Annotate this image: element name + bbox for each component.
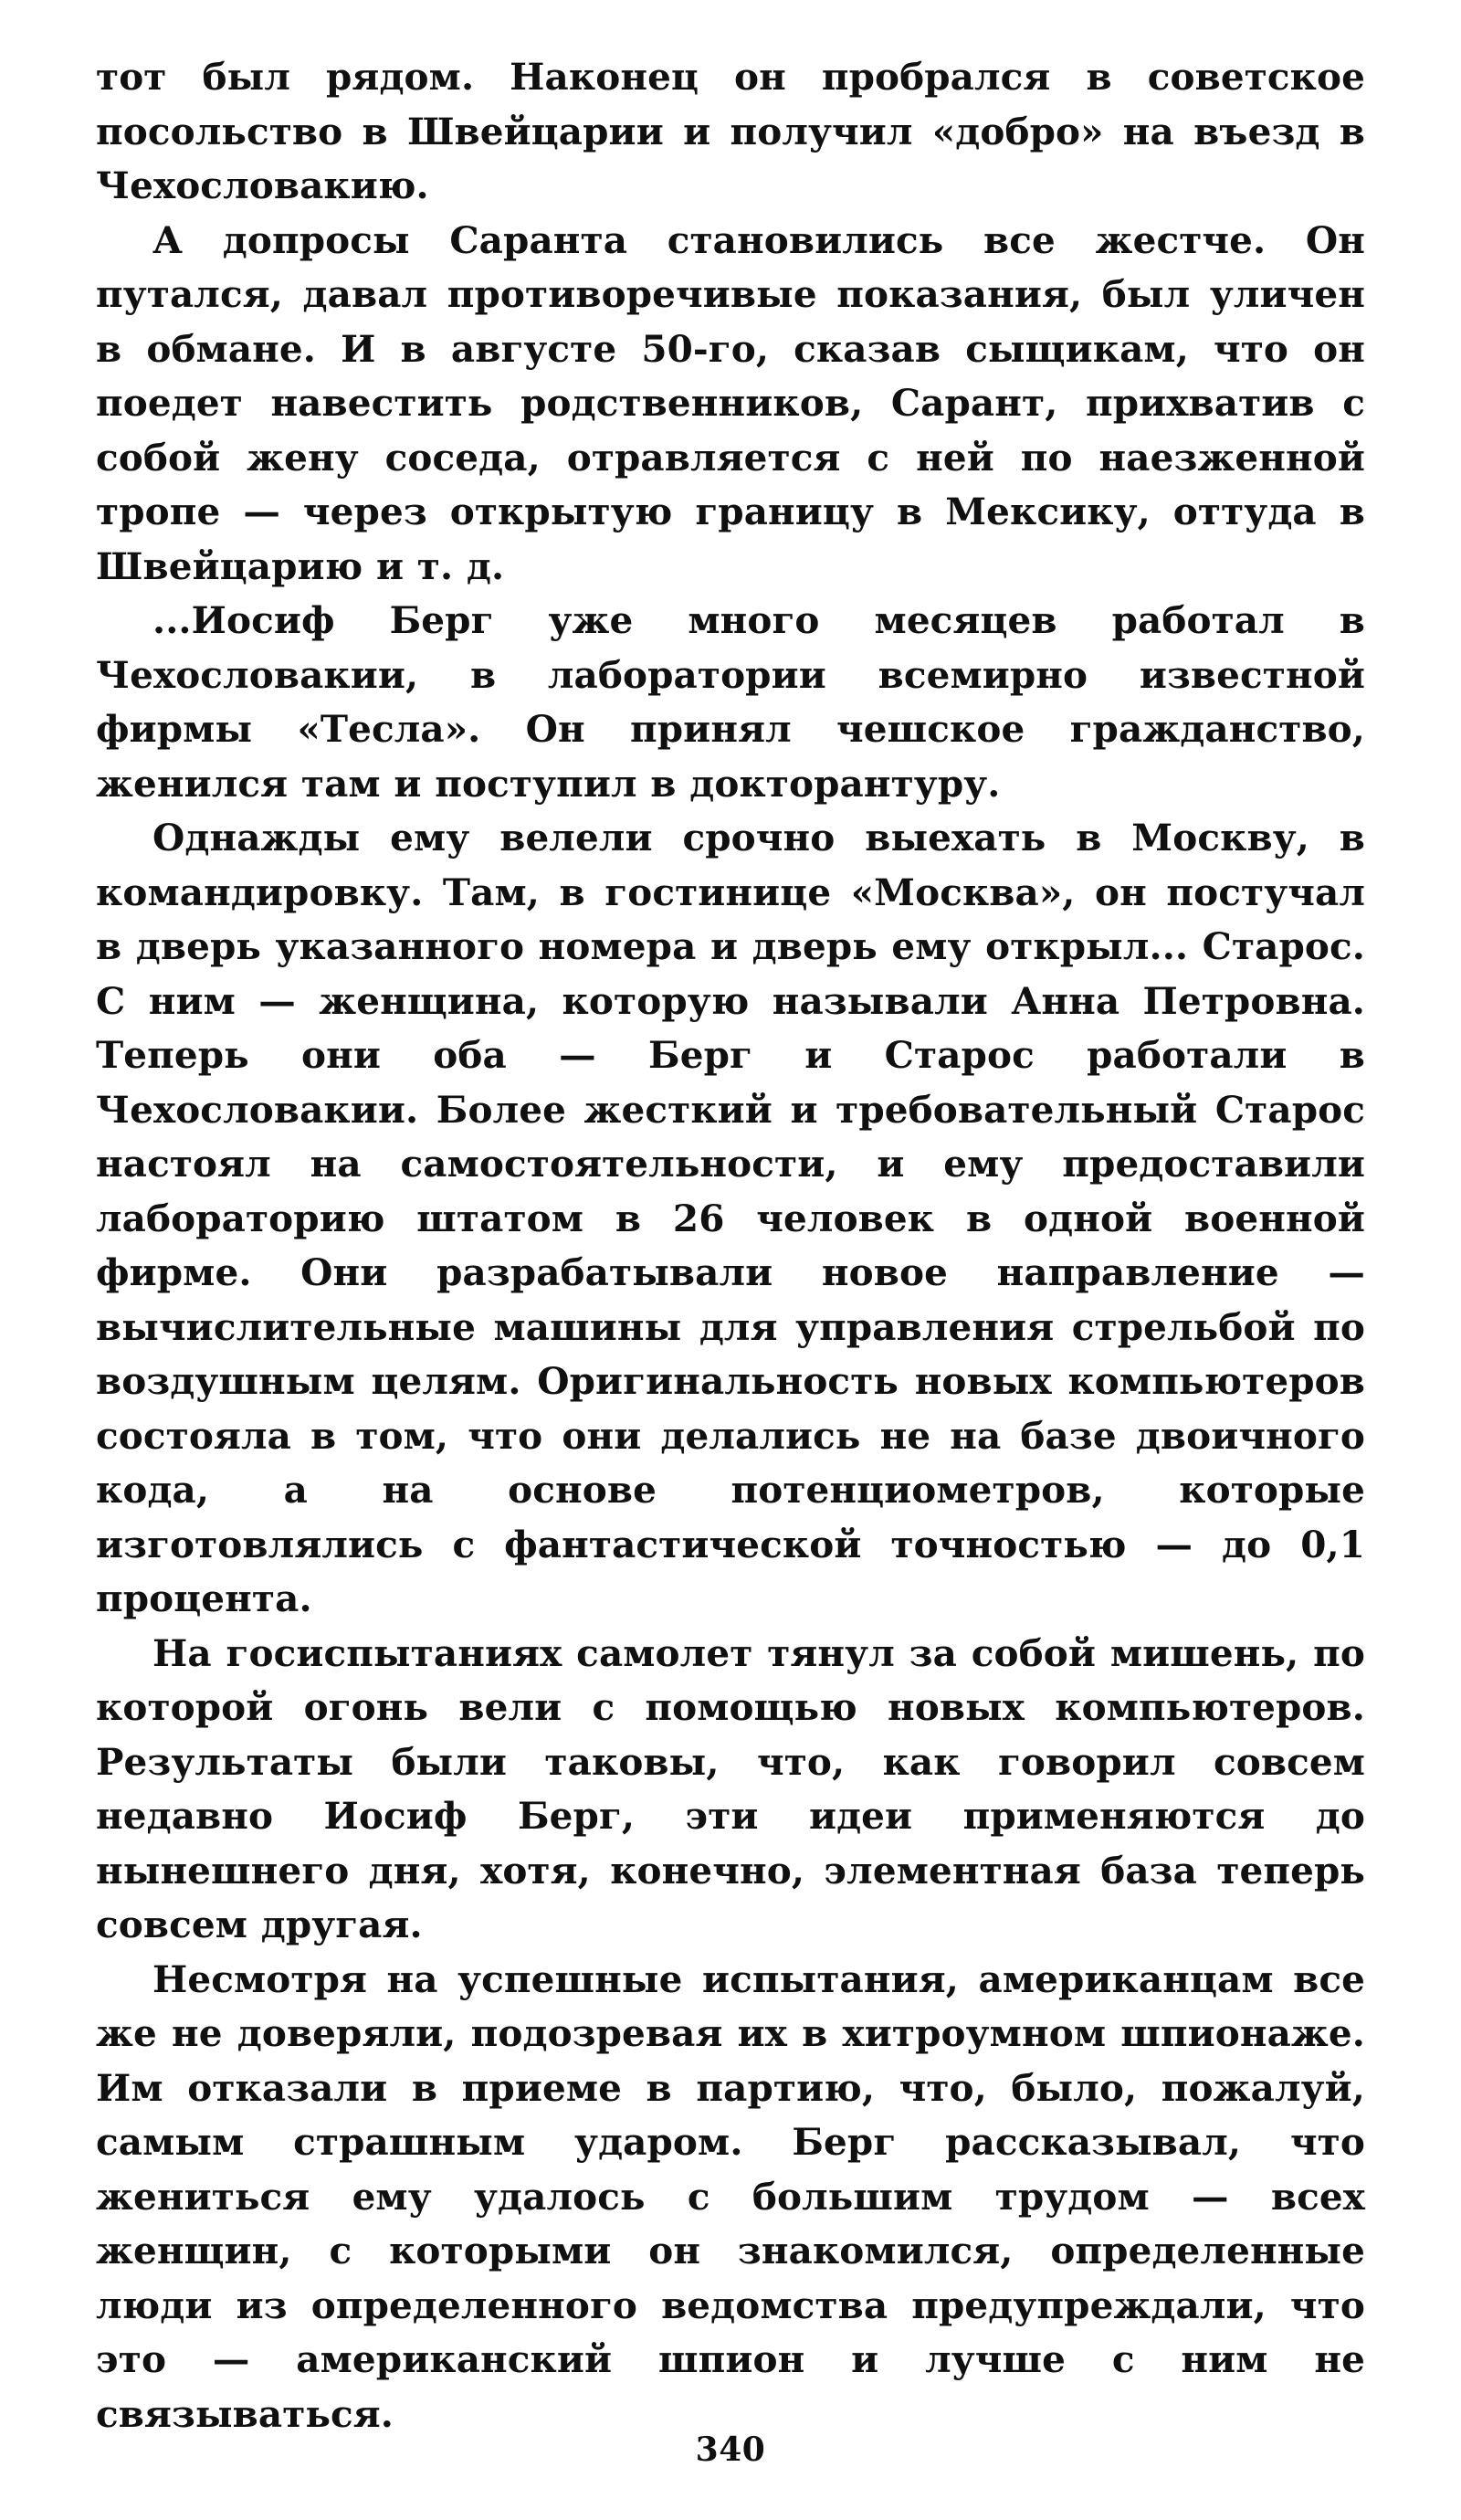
paragraph: Несмотря на успешные испытания, американцам все же не доверяли, подозревая их в хитроумном шпионаже. Им отказали в приеме в партию, что, было, пожалуй, самым страшным ударом. Берг рассказывал, что жениться ему удалось с большим трудом — всех женщин, с которыми он знакомился, определенные люди из определенного ведомства предупреждали, что это — американский шпион и лучше с ним не связываться. (96, 1956, 1365, 2436)
paragraph: На госиспытаниях самолет тянул за собой мишень, по которой огонь вели с помощью новых компьютеров. Результаты были таковы, что, как говорил совсем недавно Иосиф Берг, эти идеи применяются до нынешнего дня, хотя, конечно, элементная база теперь совсем другая. (96, 1630, 1365, 1946)
page-number: 340 (695, 2430, 766, 2469)
paragraph: А допросы Саранта становились все жестче. Он путался, давал противоречивые показания, был уличен в обмане. И в августе 50-го, сказав сыщикам, что он поедет навестить родственников, Сарант, прихватив с собой жену соседа, отравляется с ней по наезженной тропе — через открытую границу в Мексику, оттуда в Швейцарию и т. д. (96, 217, 1365, 588)
paragraph: тот был рядом. Наконец он пробрался в советское посольство в Швейцарии и получил «добро» на въезд в Чехословакию. (96, 55, 1365, 207)
paragraph: Однажды ему велели срочно выехать в Москву, в командировку. Там, в гостинице «Москва», он постучал в дверь указанного номера и дверь ему открыл... Старос. С ним — женщина, которую называли Анна Петровна. Теперь они оба — Берг и Старос работали в Чехословакии. Более жесткий и требовательный Старос настоял на самостоятельности, и ему предоставили лабораторию штатом в 26 человек в одной военной фирме. Они разрабатывали новое направление — вычислительные машины для управления стрельбой по воздушным целям. Оригинальность новых компьютеров состояла в том, что они делались не на базе двоичного кода, а на основе потенциометров, которые изготовлялись с фантастической точностью — до 0,1 процента. (96, 816, 1365, 1620)
page-body (96, 50, 1365, 2441)
paragraph: ...Иосиф Берг уже много месяцев работал в Чехословакии, в лаборатории всемирно известной фирмы «Тесла». Он принял чешское гражданство, женился там и поступил в докторантуру. (96, 598, 1365, 806)
